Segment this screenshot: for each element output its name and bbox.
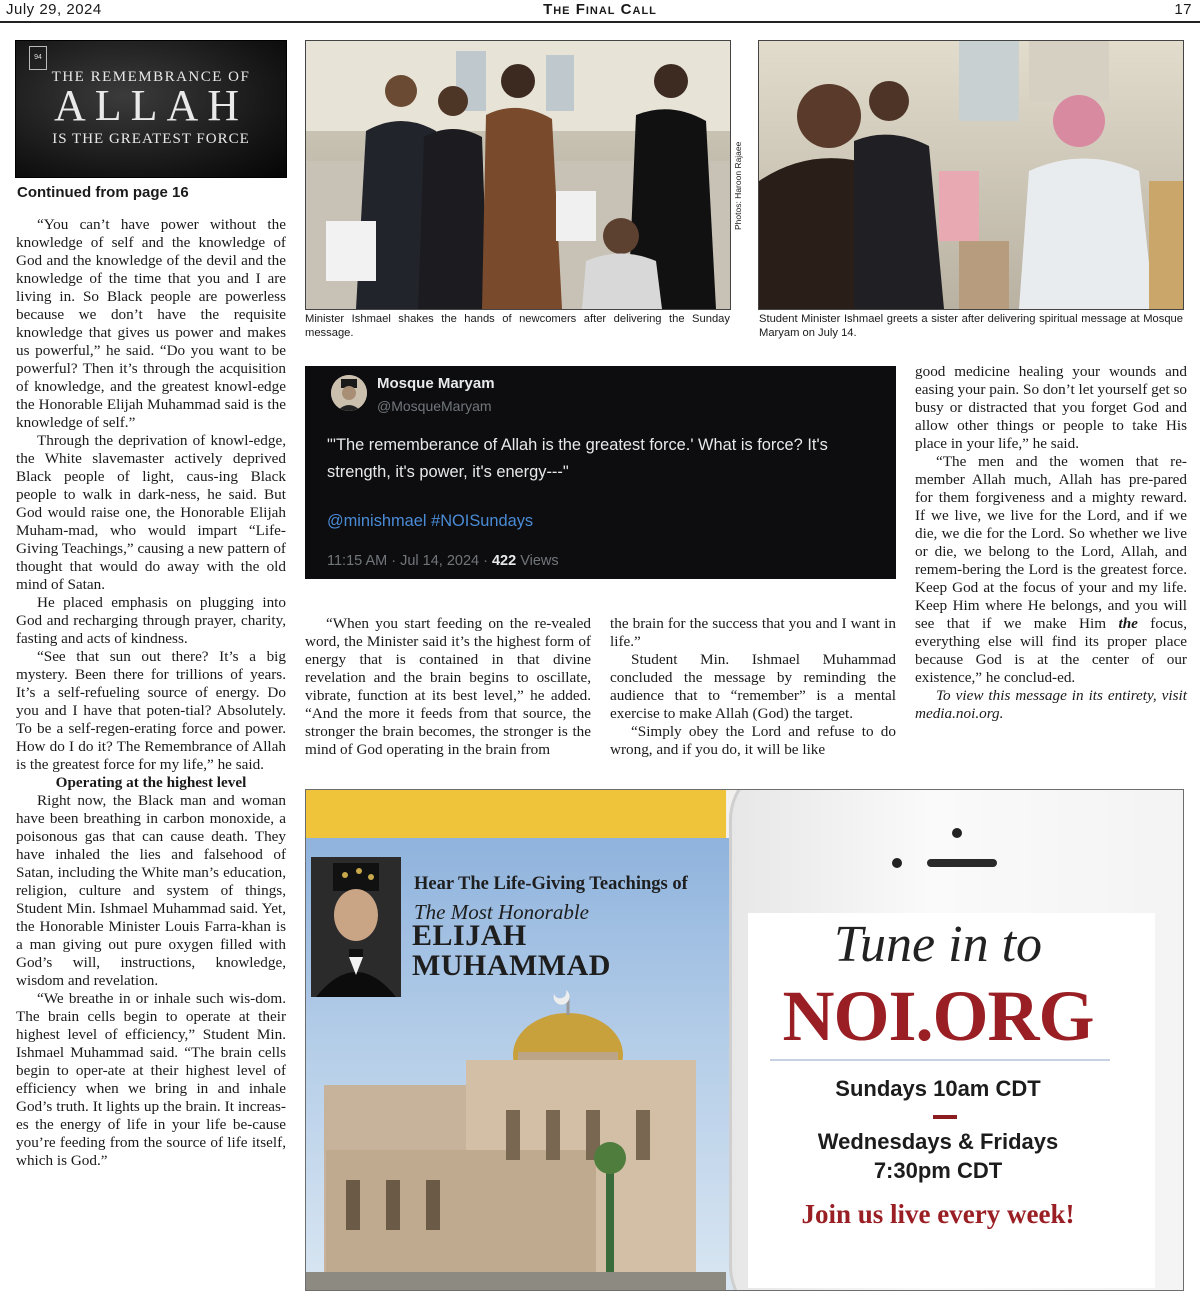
- logo-line-3: IS THE GREATEST FORCE: [52, 131, 250, 147]
- paragraph: “See that sun out there? It’s a big mystery. Been there for trillions of years. It’s a self-refueling source of energy. Do you and I have that poten-tial? Absolutely. To be a self-regen-erating force and power. How do I do it? The Remembrance of Allah is the greatest force for my life,” he said.: [16, 648, 286, 773]
- publication-name: The Final Call: [543, 1, 657, 18]
- phone-speaker-icon: [927, 859, 997, 867]
- paragraph: “You can’t have power without the knowledge of self and the knowledge of God and the knowledge of the devil and the knowledge of the time that you and I are living in. So Black people are powerless because we don’t have the requisite knowledge that gives us power and makes us powerful,” he said. “Do you want to be powerful? Then it’s through the acquisition of knowledge, and the greatest knowl-edge the Honorable Elijah Muhammad said is the knowledge of self.”: [16, 216, 286, 431]
- tweet-avatar[interactable]: [331, 375, 367, 411]
- emphasis: the: [1118, 615, 1138, 632]
- phone-sensor-icon: [892, 858, 902, 868]
- subheading: Operating at the highest level: [55, 774, 247, 791]
- mosque-illustration: [306, 990, 786, 1290]
- tweet-text: "'The rememberance of Allah is the greatest force.' What is force? It's strength, it's power, it's energy---": [327, 436, 828, 481]
- closing-note: To view this message in its entirety, visit media.noi.org.: [915, 687, 1187, 722]
- paragraph: [915, 453, 1187, 687]
- ad-sunday-schedule: Sundays 10am CDT: [835, 1076, 1041, 1101]
- paragraph-text: “The men and the women that re-member Allah much, Allah has pre-pared for them forgiveness and a mighty reward. If we live, we live for the Lord, and if we die, we die for the Lord. So whether we live or die, we belong to the Lord, Allah, and remem-bering the Lord is the greatest force. Keep God at the focus of your and my life. Keep Him where He belongs, and you will see that if we make Him: [915, 453, 1187, 632]
- tweet-meta: [327, 553, 559, 569]
- photo-handshake-newcomers: [305, 40, 731, 310]
- paragraph: “Simply obey the Lord and refuse to do wrong, and if you do, it will be like: [610, 723, 896, 758]
- ad-name-line-1: ELIJAH: [412, 919, 527, 952]
- photo-left-caption: Minister Ishmael shakes the hands of newcomers after delivering the Sunday message.: [305, 313, 730, 339]
- paragraph: “When you start feeding on the re-vealed word, the Minister said it’s the highest form of energy that is contained in that divine revelation and the brain begins to oscillate, vibrate, function at its best level,” he added. “And the more it feeds from that source, the stronger the brain becomes, the stronger is the mind of God operating in the brain from: [305, 615, 591, 758]
- issue-date: July 29, 2024: [6, 1, 102, 18]
- ad-most-honorable: The Most Honorable: [414, 900, 589, 924]
- photo-greeting-sister: [758, 40, 1184, 310]
- ad-name-line-2: MUHAMMAD: [412, 949, 611, 982]
- tweet-author-name[interactable]: Mosque Maryam: [377, 375, 495, 392]
- remembrance-logo-banner: [15, 40, 287, 178]
- article-column-1: [16, 216, 286, 1170]
- ad-tune-in: Tune in to: [833, 916, 1043, 973]
- article-column-4: [915, 363, 1187, 723]
- ad-yellow-band: [306, 790, 726, 838]
- article-column-3: [610, 615, 896, 759]
- phone-screen[interactable]: [748, 913, 1155, 1288]
- logo-line-1: THE REMEMBRANCE OF: [51, 69, 251, 85]
- paragraph: good medicine healing your wounds and easing your pain. So don’t let yourself get so busy or distracted that you forget God and allow other things or people to take His place in your life,” he said.: [915, 363, 1187, 452]
- ad-join-cta: Join us live every week!: [801, 1199, 1075, 1229]
- photo-credit: Photos: Haroon Rajaee: [733, 141, 743, 230]
- ad-hear-teachings: Hear The Life-Giving Teachings of: [414, 874, 688, 894]
- paragraph-text: focus, everything else will find its proper place because God is at the center of our existence,” he conclud-ed.: [915, 615, 1187, 686]
- ad-weekday-schedule: [748, 1127, 1128, 1185]
- continued-from-label: Continued from page 16: [17, 184, 189, 201]
- paragraph: He placed emphasis on plugging into God and recharging through prayer, charity, fasting and acts of kindness.: [16, 594, 286, 647]
- paragraph: the brain for the success that you and I want in life.”: [610, 615, 896, 650]
- ad-site-link[interactable]: NOI.ORG: [782, 976, 1094, 1056]
- paragraph: Student Min. Ishmael Muhammad concluded the message by reminding the audience that to “remember” is a mental exercise to make Allah (God) the target.: [610, 651, 896, 722]
- tweet-hashtags[interactable]: @minishmael #NOISundays: [327, 512, 534, 530]
- paragraph: Right now, the Black man and woman have been breathing in carbon monoxide, a poisonous gas that can cause death. They have inhaled the lies and falsehood of Satan, including the White man’s education, religion, culture and system of things, Student Min. Ishmael Muhammad said. Yet, the Honorable Minister Louis Farra-khan is a man giving out pure oxygen filled with God’s will, instructions, knowledge, wisdom and revelation.: [16, 792, 286, 989]
- paragraph: Through the deprivation of knowl-edge, the White slavemaster actively deprived Black people of light, caus-ing Black people to walk in dark-ness, he said. But God would raise one, the Honorable Elijah Muham-mad, who would impart “Life-Giving Teachings,” causing a new pattern of thought that would do away with the old mind of Satan.: [16, 432, 286, 593]
- page-number: 17: [1174, 1, 1192, 18]
- embedded-tweet[interactable]: [305, 366, 896, 579]
- ad-divider: [770, 1059, 1110, 1061]
- photo-right-caption: Student Minister Ishmael greets a sister after delivering spiritual message at Mosque Maryam on July 14.: [759, 313, 1183, 339]
- header-rule: [0, 21, 1200, 23]
- issue-badge: 94: [29, 46, 47, 70]
- ad-weekday-line-2: 7:30pm CDT: [873, 1158, 1003, 1183]
- tweet-view-count: 422: [491, 553, 517, 569]
- elijah-muhammad-portrait: [311, 857, 401, 997]
- tweet-timestamp: 11:15 AM · Jul 14, 2024 ·: [327, 553, 488, 569]
- noi-broadcast-ad[interactable]: [305, 789, 1184, 1291]
- ad-elijah-name: [412, 921, 611, 981]
- ad-weekday-line-1: Wednesdays & Fridays: [817, 1129, 1059, 1154]
- tweet-author-handle[interactable]: @MosqueMaryam: [377, 398, 492, 414]
- logo-line-2: ALLAH: [53, 81, 249, 130]
- phone-camera-icon: [952, 828, 962, 838]
- tweet-views-label: Views: [520, 553, 559, 569]
- ad-red-divider: [933, 1115, 957, 1119]
- paragraph: “We breathe in or inhale such wis-dom. The brain cells begin to operate at their highest level of efficiency,” Student Min. Ishmael Muhammad said. “The brain cells begin to oper-ate at their highest level of efficiency when we bring in and inhale God’s truth. It lights up the brain. It increas-es the energy of life in your life be-cause you’re feeding from the source of life itself, which is God.”: [16, 990, 286, 1169]
- article-column-2: [305, 615, 591, 759]
